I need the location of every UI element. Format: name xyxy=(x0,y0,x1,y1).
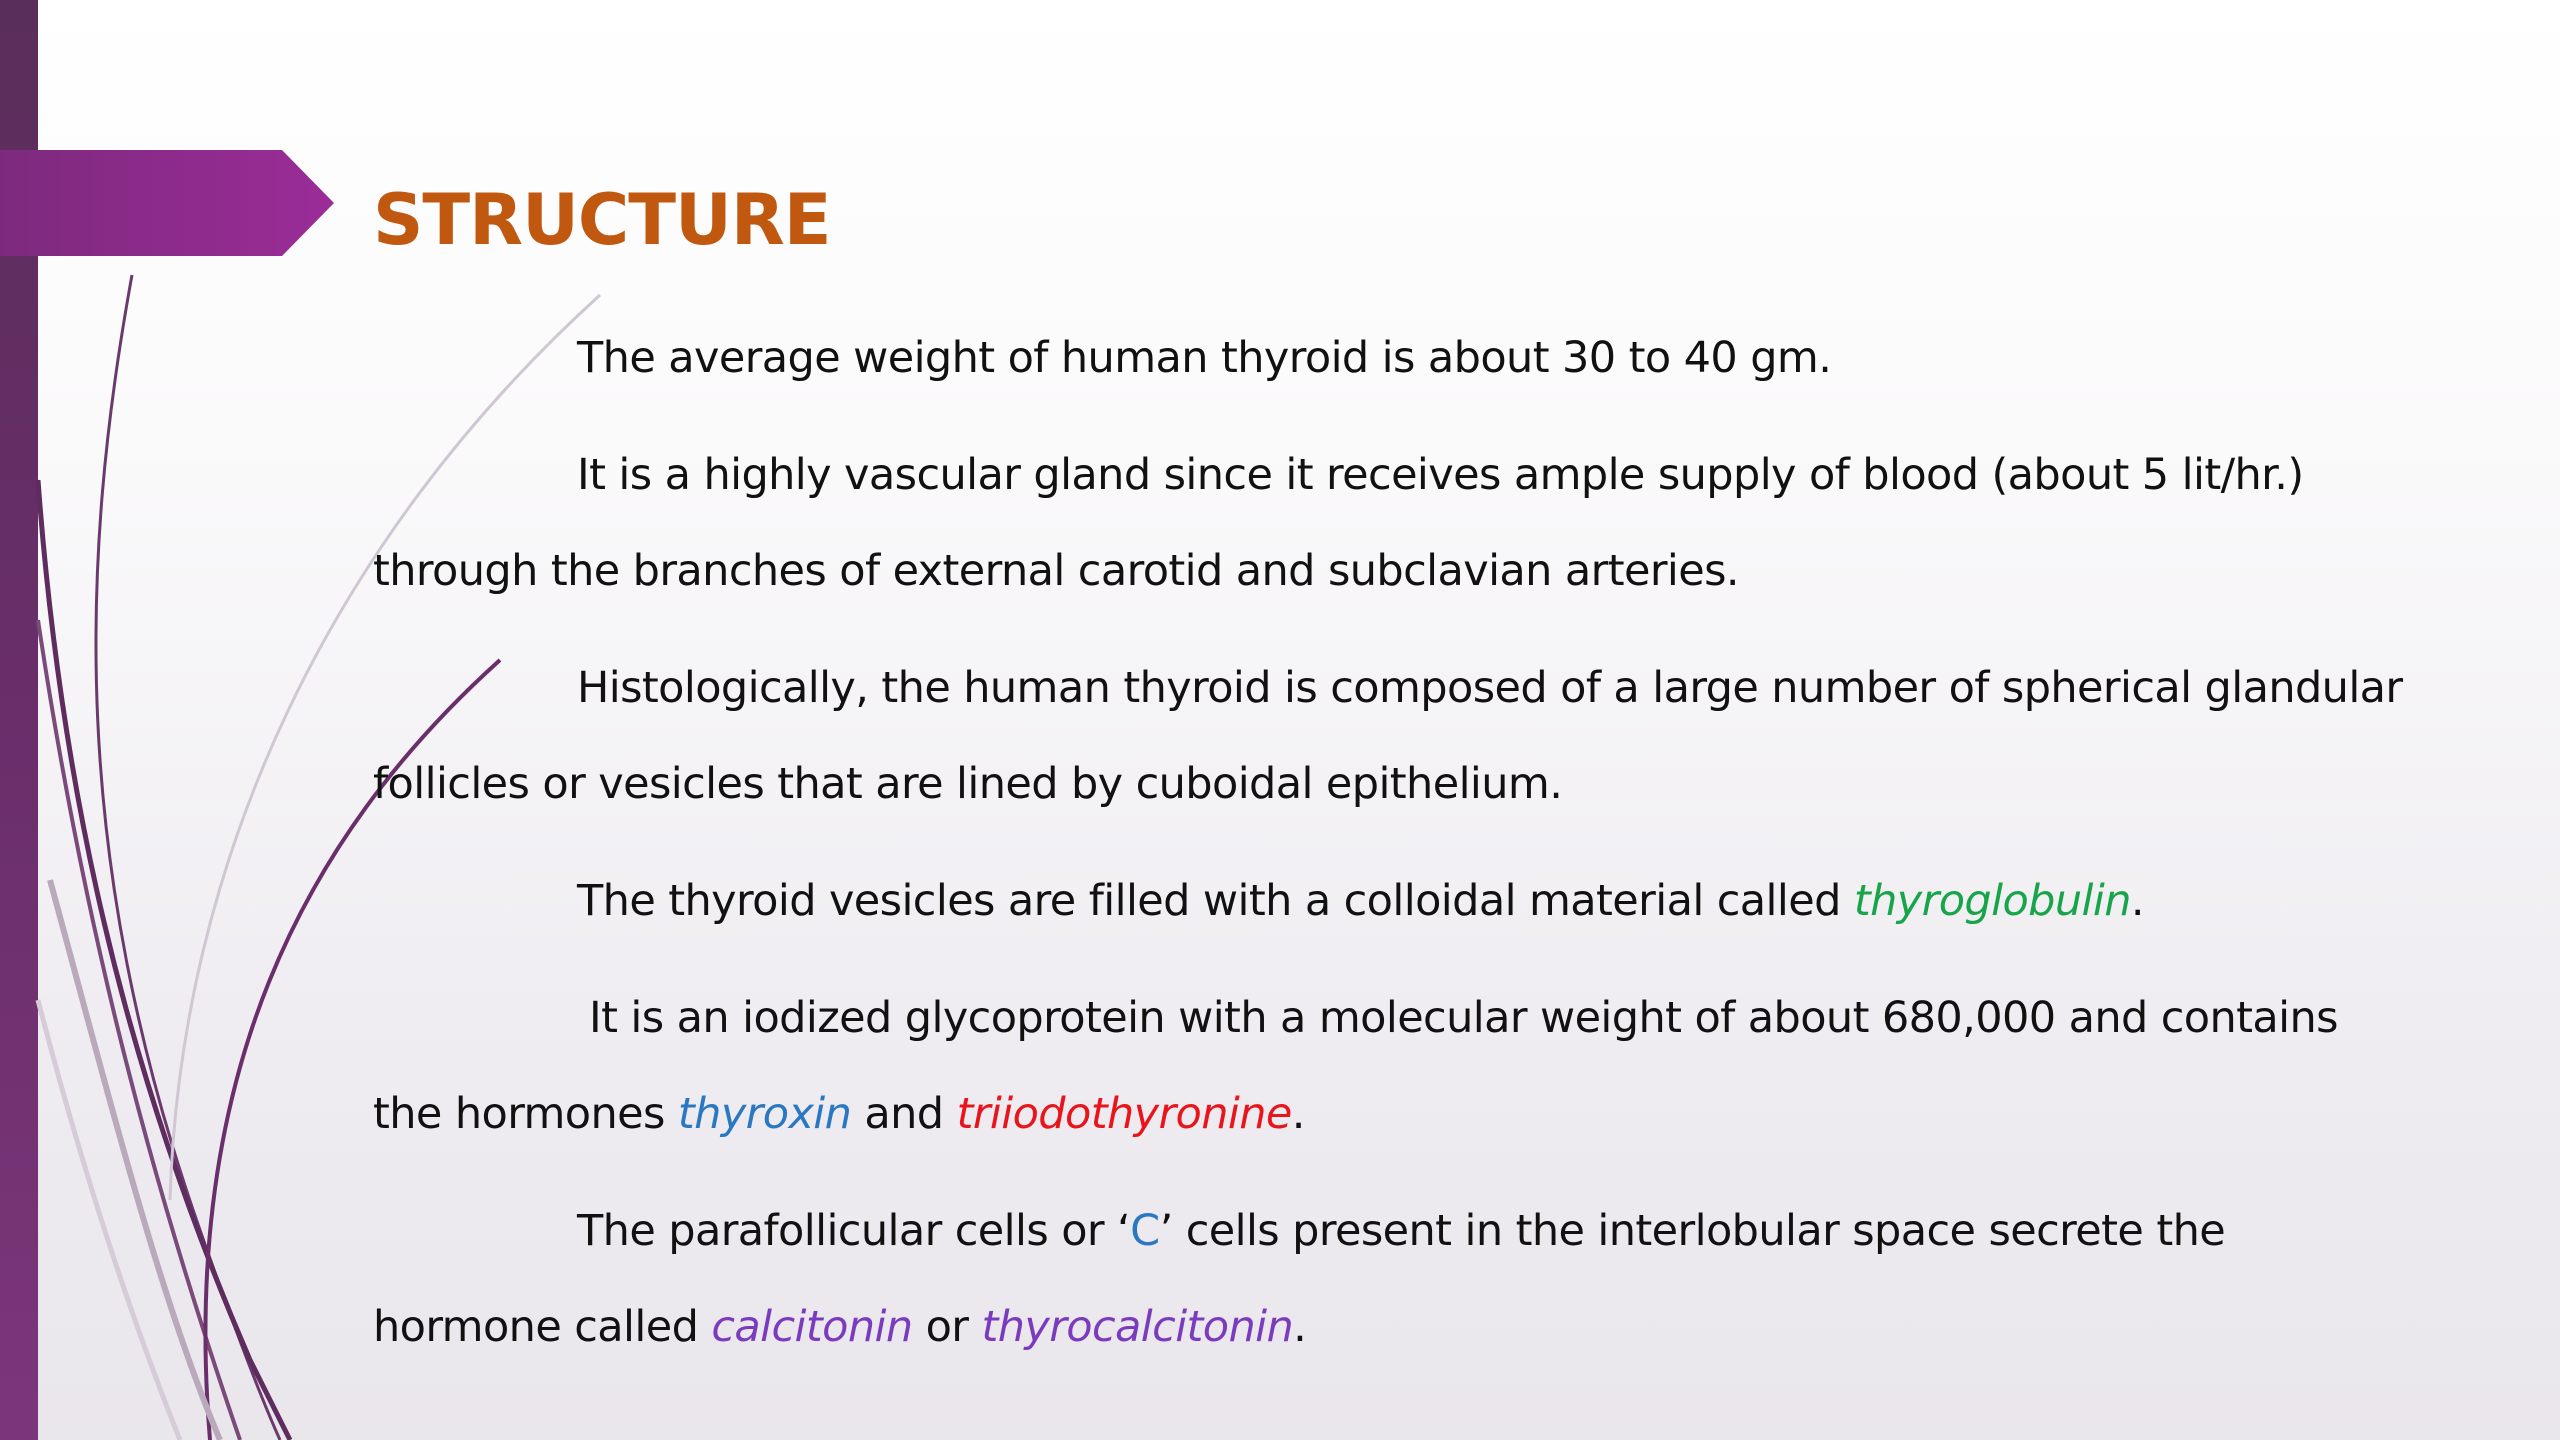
title-arrow-shape xyxy=(0,150,340,256)
paragraph-text: or xyxy=(912,1302,982,1352)
term-thyroglobulin: thyroglobulin xyxy=(1853,876,2131,926)
slide-title: STRUCTURE xyxy=(373,179,831,261)
paragraph-average-weight xyxy=(373,310,2403,406)
punctuation: . xyxy=(1293,1302,1307,1352)
paragraph-glycoprotein xyxy=(373,970,2403,1162)
punctuation: . xyxy=(1291,1089,1305,1139)
term-triiodothyronine: triiodothyronine xyxy=(956,1089,1292,1139)
term-calcitonin: calcitonin xyxy=(711,1302,913,1352)
term-thyroxin: thyroxin xyxy=(677,1089,852,1139)
paragraph-text: It is an iodized glycoprotein with a molecular weight of about 680,000 and contains the hormones xyxy=(373,993,2338,1139)
paragraph-vascular xyxy=(373,427,2403,619)
paragraph-histology xyxy=(373,640,2403,832)
punctuation: . xyxy=(2130,876,2144,926)
paragraph-text: and xyxy=(851,1089,957,1139)
paragraph-text: The average weight of human thyroid is about 30 to 40 gm. xyxy=(577,333,1832,383)
paragraph-text: The thyroid vesicles are filled with a colloidal material called xyxy=(577,876,1854,926)
slide-body xyxy=(373,310,2403,1396)
paragraph-parafollicular xyxy=(373,1183,2403,1375)
paragraph-text: ’ cells present in the interlobular space secrete the hormone called xyxy=(373,1206,2226,1352)
term-thyrocalcitonin: thyrocalcitonin xyxy=(981,1302,1294,1352)
paragraph-vesicles xyxy=(373,853,2403,949)
paragraph-text: Histologically, the human thyroid is composed of a large number of spherical glandular follicles or vesicles that are lined by cuboidal epithelium. xyxy=(373,663,2403,809)
paragraph-text: It is a highly vascular gland since it receives ample supply of blood (about 5 lit/hr.) through the branches of external carotid and subclavian arteries. xyxy=(373,450,2304,596)
term-c-cells: C xyxy=(1130,1206,1160,1256)
paragraph-text: The parafollicular cells or ‘ xyxy=(577,1206,1131,1256)
